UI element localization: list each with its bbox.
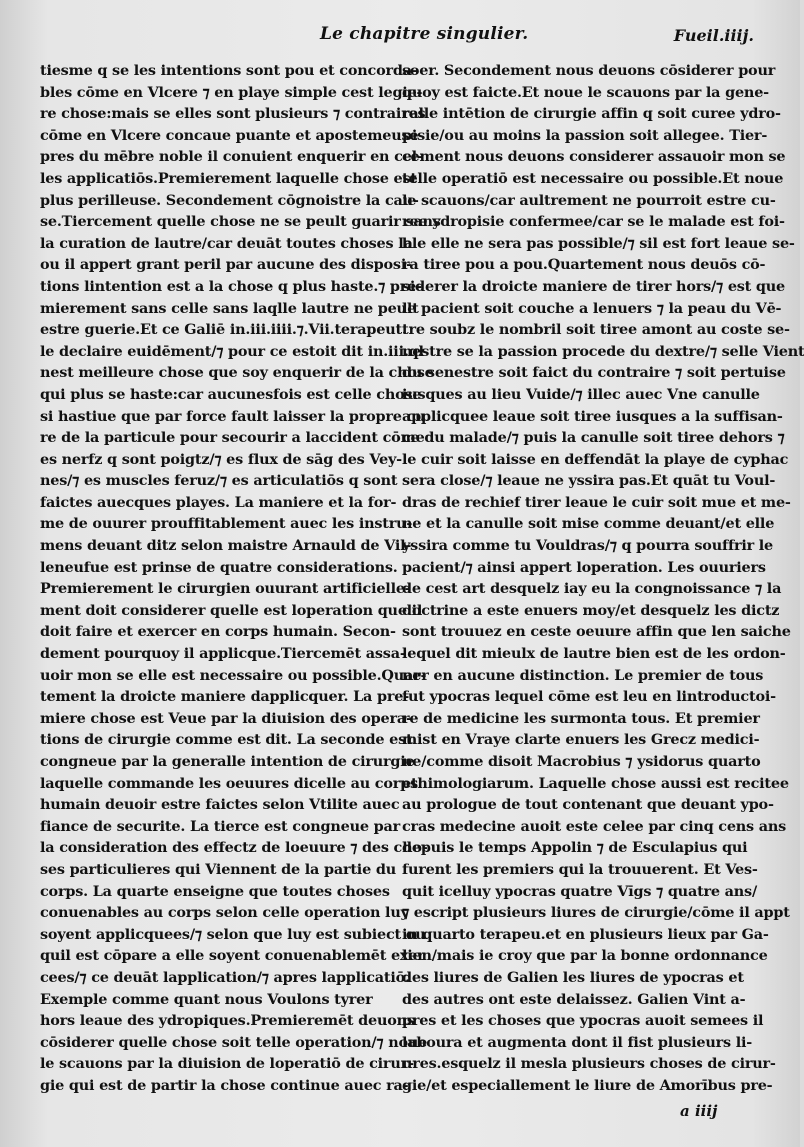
text-line: soer. Secondement nous deuons cōsiderer pour (402, 62, 776, 79)
text-line: depuis le temps Appolin ⁊ de Esculapius qui (402, 839, 748, 857)
text-line: lien/mais ie croy que par la bonne ordonnance (402, 947, 768, 965)
text-line: quil est cōpare a elle soyent conuenablemēt exer (40, 947, 425, 965)
text-line: tions lintention est a la chose q plus haste.⁊ pre- (40, 277, 422, 295)
text-line: pres du mēbre noble il conuient enquerir en cel- (40, 148, 423, 166)
text-line: sont trouuez en ceste oeuure affin que len saiche (402, 623, 791, 641)
text-line: cōsiderer quelle chose soit telle operation/⁊ noue (40, 1033, 428, 1051)
text-line: ses particulieres qui Viennent de la partie du (40, 860, 396, 878)
text-line: ra tiree pou a pou.Quartement nous deuōs cō- (402, 256, 766, 274)
text-line: leneufue est prinse de quatre considerations. (40, 558, 398, 576)
text-line: mierement sans celle sans laqlle lautre ne peult (40, 299, 419, 317)
text-line: bles cōme en Vlcere ⁊ en playe simple cest legie- (40, 83, 423, 101)
text-line: de cest art desquelz iay eu la congnoissance ⁊ la (402, 580, 782, 598)
text-line: laboura et augmenta dont il fist plusieurs li- (402, 1033, 753, 1051)
text-line: ment doit considerer quelle est loperation que il (40, 601, 423, 619)
text-line: le pacient soit couche a lenuers ⁊ la peau du Vē- (402, 299, 782, 317)
text-line: des liures de Galien les liures de ypocras et (402, 968, 744, 986)
text-line: quoy est faicte.Et noue le scauons par la gene- (402, 83, 769, 101)
text-line: Premierement le cirurgien ouurant artificielle- (40, 580, 411, 598)
text-line: gie qui est de partir la chose continue auec ra- (40, 1076, 409, 1094)
text-line: es nerfz q sont poigtz/⁊ es flux de sāg des Vey- (40, 450, 402, 468)
text-line: le scauons/car aultrement ne pourroit estre cu- (402, 191, 776, 209)
text-line: laquelle commande les oeuures dicelle au corps (40, 774, 418, 792)
text-line: ne et la canulle soit mise comme deuant/et elle (402, 515, 775, 533)
page-header (0, 22, 800, 52)
text-line: humain deuoir estre faictes selon Vtilite auec (40, 796, 400, 814)
text-line: du senestre soit faict du contraire ⁊ soit pertuise (402, 364, 786, 382)
text-line: fut ypocras lequel cōme est leu en lintroductoi- (402, 688, 776, 706)
text-line: ralle intētion de cirurgie affin q soit curee ydro- (402, 105, 781, 123)
text-line: la curation de lautre/car deuāt toutes choses la (40, 234, 413, 252)
text-line: doit faire et exercer en corps humain. Secon- (40, 623, 396, 641)
text-line: Exemple comme quant nous Voulons tyrer (40, 990, 373, 1008)
text-line: telle operatiō est necessaire ou possible.Et noue (402, 169, 784, 187)
text-line: applicquee leaue soit tiree iusques a la suffisan- (402, 407, 783, 425)
text-line: congneue par la generalle intention de cirurgie (40, 753, 415, 770)
text-line: ner en aucune distinction. Le premier de tous (402, 666, 764, 684)
text-line: ⁊ escript plusieurs liures de cirurgie/cōme il appt (402, 904, 790, 922)
text-line: le scauons par la diuision de loperatiō de cirur- (40, 1055, 414, 1073)
text-line: lequel dit mieulx de lautre bien est de les ordon- (402, 645, 786, 663)
text-line: sera close/⁊ leaue ne yssira pas.Et quāt tu Voul- (402, 472, 776, 490)
text-line: gie/et especiallement le liure de Amorībus pre- (402, 1076, 773, 1094)
text-line: nest meilleure chose que soy enquerir de la chose (40, 364, 434, 382)
text-line: la consideration des effectz de loeuure ⁊ des cho- (40, 839, 428, 857)
text-line: tiesme q se les intentions sont pou et concorda- (40, 62, 418, 79)
text-line: si hastiue que par force fault laisser la propre cu (40, 407, 426, 425)
text-line: ethimologiarum. Laquelle chose aussi est recitee (402, 774, 789, 792)
text-line: ree ydropisie confermee/car se le malade est foi- (402, 213, 785, 231)
text-line: pisie/ou au moins la passion soit allegee. Tier- (402, 126, 768, 144)
text-line: conuenables au corps selon celle operation luy (40, 904, 409, 922)
signature-mark: a iiij (680, 1102, 718, 1120)
text-line: pres et les choses que ypocras auoit semees il (402, 1012, 764, 1030)
text-line: tre soubz le nombril soit tiree amont au coste se- (402, 321, 790, 339)
text-line: tions de cirurgie comme est dit. La seconde est (40, 731, 413, 749)
text-line: siderer la droicte maniere de tirer hors/⁊ est que (402, 277, 786, 295)
text-line: les applicatiōs.Premierement laquelle chose est (40, 169, 417, 187)
text-line: dras de rechief tirer leaue le cuir soit mue et me- (402, 493, 791, 511)
text-line: me de ouurer prouffitablement auec les instru- (40, 515, 413, 533)
text-line: le declaire euidēment/⁊ pour ce estoit dit in.iii.ql (40, 342, 424, 360)
text-line: cras medecine auoit este celee par cinq cens ans (402, 817, 787, 835)
text-line: ble elle ne sera pas possible/⁊ sil est fort leaue se- (402, 234, 795, 252)
text-line: cement nous deuons considerer assauoir mon se (402, 148, 786, 166)
text-line: ne/comme disoit Macrobius ⁊ ysidorus quarto (402, 753, 761, 770)
text-line: doctrine a este enuers moy/et desquelz les dictz (402, 601, 780, 619)
text-line: qui plus se haste:car aucunesfois est celle chose (40, 385, 422, 403)
text-line: le cuir soit laisse en deffendāt la playe de cyphac (402, 450, 789, 468)
text-line: se.Tiercement quelle chose ne se peult guarir sans (40, 213, 441, 231)
text-line: re chose:mais se elles sont plusieurs ⁊ contraires (40, 105, 426, 123)
text-line: re de la particule pour secourir a laccident cōme (40, 429, 425, 447)
folio-number: Fueil.iiij. (673, 26, 754, 45)
text-line: nestre se la passion procede du dextre/⁊ selle Vient (402, 342, 804, 360)
text-line: fiance de securite. La tierce est congneue par (40, 817, 401, 835)
text-line: soyent applicquees/⁊ selon que luy est subiect ou (40, 925, 426, 943)
text-line: ou il appert grant peril par aucune des disposi- (40, 256, 412, 274)
text-line: cōme en Vlcere concaue puante et apostemeuse (40, 126, 419, 144)
text-line: uoir mon se elle est necessaire ou possible.Quar- (40, 666, 427, 684)
text-line: pacient/⁊ ainsi appert loperation. Les ouuriers (402, 558, 766, 576)
text-line: miere chose est Veue par la diuision des opera- (40, 709, 412, 727)
left-text-column (40, 60, 441, 1097)
text-line: tement la droicte maniere dapplicquer. La pre- (40, 688, 409, 706)
text-line: furent les premiers qui la trouuerent. Et Ves- (402, 860, 758, 878)
right-text-column (402, 60, 804, 1097)
text-line: estre guerie.Et ce Galiē in.iii.iiii.⁊.Vii.terapeut. (40, 321, 407, 339)
text-line: ures.esquelz il mesla plusieurs choses de cirur- (402, 1055, 776, 1073)
text-line: in quarto terapeu.et en plusieurs lieux par Ga- (402, 925, 769, 943)
text-line: hors leaue des ydropiques.Premieremēt deuons (40, 1012, 415, 1030)
text-line: cees/⁊ ce deuāt lapplication/⁊ apres lapplicatiō. (40, 968, 410, 986)
text-line: mist en Vraye clarte enuers les Grecz medici- (402, 731, 760, 749)
text-line: iusques au lieu Vuide/⁊ illec auec Vne canulle (402, 385, 760, 403)
text-line: quit icelluy ypocras quatre Vīgs ⁊ quatre ans/ (402, 882, 758, 900)
text-line: au prologue de tout contenant que deuant ypo- (402, 796, 774, 814)
text-line: des autres ont este delaissez. Galien Vint a- (402, 990, 746, 1008)
text-line: yssira comme tu Vouldras/⁊ q pourra souffrir le (402, 537, 774, 555)
text-line: re de medicine les surmonta tous. Et premier (402, 709, 760, 727)
text-line: mens deuant ditz selon maistre Arnauld de Vil- (40, 537, 412, 555)
text-line: faictes auecques playes. La maniere et la for- (40, 493, 397, 511)
running-title: Le chapitre singulier. (320, 24, 529, 44)
text-line: nes/⁊ es muscles feruz/⁊ es articulatiōs q sont (40, 472, 398, 490)
text-line: corps. La quarte enseigne que toutes choses (40, 882, 390, 900)
text-line: dement pourquoy il applicque.Tiercemēt assa- (40, 645, 406, 663)
text-line: ce du malade/⁊ puis la canulle soit tiree dehors ⁊ (402, 429, 785, 447)
text-line: plus perilleuse. Secondement cōgnoistre la cau- (40, 191, 419, 209)
